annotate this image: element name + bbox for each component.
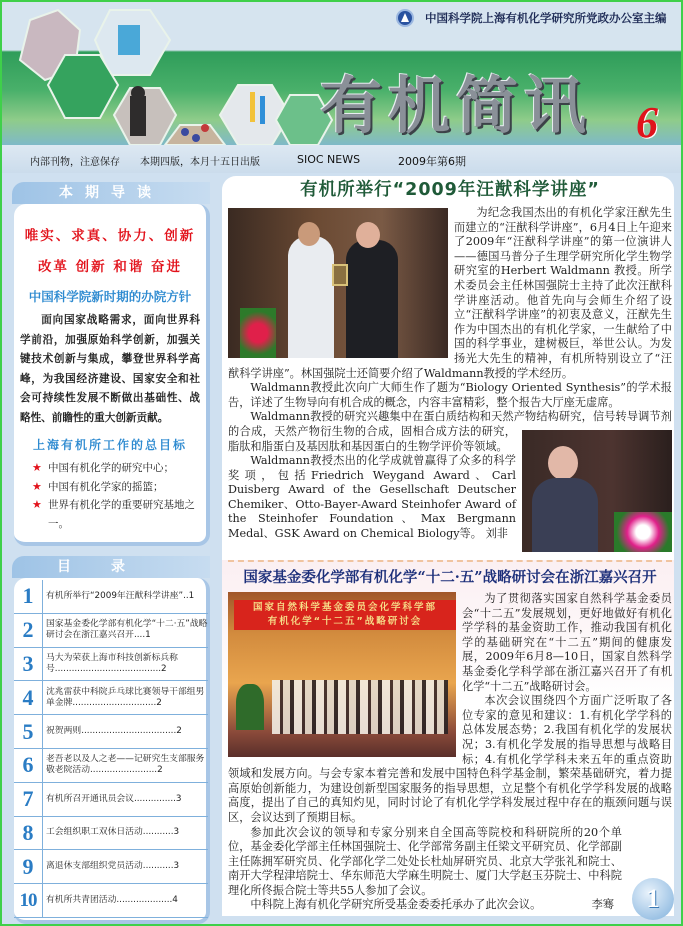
toc-item[interactable]	[14, 783, 208, 817]
toc-item-number: 4	[22, 684, 34, 710]
article1-photo-award	[228, 208, 448, 358]
toc-item-title: 祝贺两则..................................2	[46, 726, 182, 737]
toc-item-title: 有机所举行“2009年汪猷科学讲座”..1	[46, 590, 195, 601]
article2-para2a: 本次会议围绕四个方面广泛听取了各位专家的意见和建议：1.有机化学学科的总体发展态势；2.我国有机化学的发展状况；3.有机化学发展的	[462, 694, 672, 751]
article1-para1b: 有机所特别设立了“汪猷科学讲座”。林国强院士还简要介绍了Waldmann教授的学术经历。	[228, 351, 672, 380]
toc-item[interactable]	[14, 648, 208, 682]
star-icon: ★	[32, 461, 42, 474]
toc-item-number: 3	[22, 650, 34, 676]
cas-logo-icon	[396, 9, 414, 27]
toc-item-number: 8	[22, 819, 34, 845]
toc-item-number: 7	[22, 786, 34, 812]
toc-item-title: 沈兆雷获中科院乒乓球比赛领导干部组男单金牌..............................2	[46, 686, 205, 708]
goal-item: ★ 中国有机化学的研究中心；	[30, 459, 196, 478]
article2-para1: 为了贯彻落实国家自然科学基金委员会“十二五”发展规划，更好地做好有机化学学科的基金资助工作，推动我国有机化学的基础研究在“十二五”期间的健康发展，2009年6月8—10日，国家自然科学基金委化学科学部在浙江嘉兴召开了有机化学“十二五”战略研讨会。	[462, 592, 672, 693]
article2-body	[228, 592, 672, 913]
toc-item-number: 9	[22, 853, 34, 879]
toc-item-number: 10	[19, 889, 37, 911]
article2-author: 李骞	[591, 898, 614, 912]
toc-item-title: 离退休支部组织党员活动...........3	[46, 861, 180, 872]
article-divider	[228, 560, 672, 562]
article2-para2b: 指导思想与战略目标；4.有机化学学科未来五年的重点资助领域和发展方向。与会专家本着完善和发展中国特色科学基金制，繁荣基础研究，着力提高原始创新能力，为建设创新型国家服务的指导思想，立足整个有机化学学科发展的战略高度，提出了自己的真知灼见，同时讨论了有机化学学科发展过程中存在的瓶颈问题与误区，会议达到了预期目标。	[228, 737, 672, 824]
publisher-line: 中国科学院上海有机化学研究所党政办公室主编	[425, 11, 667, 25]
toc-item-number: 6	[22, 752, 34, 778]
goal-item: ★ 世界有机化学的重要研究基地之一。	[32, 498, 195, 530]
article2-para3: 参加此次会议的领导和专家分别来自全国高等院校和科研院所的20个单位，基金委化学部主任林国强院士、化学部常务副主任梁文平研究员、化学部副主任陈拥军研究员、化学部化学二处处长杜灿屏研究员、北京大学张礼和院士、南开大学程津培院士、华东师范大学麻生明院士、厦门大学赵玉芬院士、中科院理化所佟振合院士等共55人参加了会议。	[228, 825, 622, 897]
article1-body	[228, 206, 672, 556]
toc-item[interactable]	[14, 580, 208, 614]
masthead-title: 有机简讯	[320, 69, 593, 142]
info-bar	[0, 145, 683, 173]
toc-item-title: 工会组织职工双休日活动...........3	[46, 827, 180, 838]
masthead-header	[0, 0, 683, 145]
goals-heading: 上海有机所工作的总目标	[32, 438, 187, 452]
toc-heading: 目录	[12, 556, 210, 578]
toc-item-title: 老吾老以及人之老——记研究生支部服务敬老院活动........................2	[46, 754, 205, 776]
article1-title: 有机所举行“2009年汪猷科学讲座”	[300, 180, 600, 200]
policy-text: 面向国家战略需求，面向世界科学前沿，加强原始科学创新，加强关键技术创新与集成，攀登世界科学高峰，为我国经济建设、国家安全和社会可持续性发展不断做出基础性、战略性、前瞻性的重大创新贡献。	[20, 314, 200, 424]
guide-box	[14, 204, 210, 546]
page-number-badge: 1	[632, 878, 674, 920]
toc-item-number: 5	[22, 718, 34, 744]
toc-item[interactable]	[14, 817, 208, 851]
toc-item-number: 1	[22, 583, 34, 609]
toc-divider	[42, 580, 43, 918]
toc-item-title: 有机所召开通讯员会议...............3	[46, 793, 182, 804]
internal-notice: 内部刊物，注意保存	[30, 157, 120, 168]
toc-item[interactable]	[14, 884, 208, 918]
article1-photo-lecture	[522, 430, 672, 552]
toc-item-title: 国家基金委化学部有机化学“十二·五”战略研讨会在浙江嘉兴召开....1	[46, 619, 208, 641]
toc-item-number: 2	[22, 617, 34, 643]
article1-author: 刘非	[485, 527, 508, 541]
article1-para4: Waldmann教授杰出的化学成就曾赢得了众多的科学奖项，包括Friedrich Weygand Award、Carl Duisberg Award of the Gesellschaft Deutscher Chemiker、Otto-Bayer-Award Steinhofer Award of the Steinhofer Foundation、Max Bergmann Medal、GSK Award on Chemical Biology等。 刘非	[228, 454, 516, 541]
star-icon: ★	[32, 498, 42, 511]
edition-info: 本期四版，本月十五日出版	[140, 157, 260, 168]
english-name: SIOC NEWS	[297, 153, 361, 166]
toc-item[interactable]	[14, 715, 208, 749]
guide-heading: 本期导读	[12, 182, 210, 204]
toc-item[interactable]	[14, 850, 208, 884]
article2-photo-group	[228, 592, 456, 757]
goals-list	[14, 459, 206, 533]
article1-para3a: Waldmann教授的研究兴趣集中在蛋白质结构和天然产物结构研究，信号转导调节剂的	[228, 410, 672, 438]
article2-para4: 中科院上海有机化学研究所受基金委委托承办了此次会议。 李骞	[228, 898, 622, 913]
issue-number-badge: 6	[636, 98, 658, 147]
toc-item[interactable]	[14, 614, 208, 648]
motto-line-2: 改革 创新 和谐 奋进	[37, 259, 183, 275]
article1-para3b: 合成，天然产物衍生物的合成，固相合成方法的研究，脂肽和脂蛋白及基因肽和基因蛋白的生物学评价等领域。	[228, 424, 516, 453]
toc-item[interactable]	[14, 749, 208, 783]
article1-para2: Waldmann教授此次向广大师生作了题为“Biology Oriented Synthesis”的学术报告，详述了生物导向有机合成的概念，内容丰富精彩，整个报告大厅座无虚席。	[228, 381, 672, 409]
policy-heading: 中国科学院新时期的办院方针	[28, 289, 192, 304]
toc-item-title: 有机所共青团活动....................4	[46, 895, 178, 906]
toc-item-title: 马大为荣获上海市科技创新标兵称号......................................2	[46, 652, 178, 674]
issue-label: 2009年第6期	[398, 155, 466, 168]
toc-item[interactable]	[14, 681, 208, 715]
article1-para1a: 为纪念我国杰出的有机化学家汪猷先生而建立的“汪猷科学讲座”，6月4日上午迎来了2009年“汪猷科学讲座”的第一位演讲人——德国马普分子生理学研究所化学生物学研究室的Herbert Waldmann 教授。所学术委员会主任林国强院士主持了此次汪猷科学讲座活动。他首先向与会师生介绍了设立“汪猷科学讲座”的初衷及意义，汪猷先生作为中国杰出的有机化学家，一生献给了中国的科学事业，建树极巨，举世公认。为发扬光大先生的精神，	[454, 206, 672, 365]
motto-line-1: 唯实、求真、协力、创新	[24, 228, 196, 244]
main-column	[228, 178, 672, 913]
article2-title: 国家基金委化学部有机化学“十二·五”战略研讨会在浙江嘉兴召开	[243, 569, 657, 586]
star-icon: ★	[32, 479, 42, 493]
photo-banner: 国家自然科学基金委员会化学科学部 有机化学“十二五”战略研讨会	[234, 600, 456, 630]
table-of-contents	[14, 580, 208, 918]
goal-item: ★ 中国有机化学家的摇篮；	[30, 478, 196, 497]
